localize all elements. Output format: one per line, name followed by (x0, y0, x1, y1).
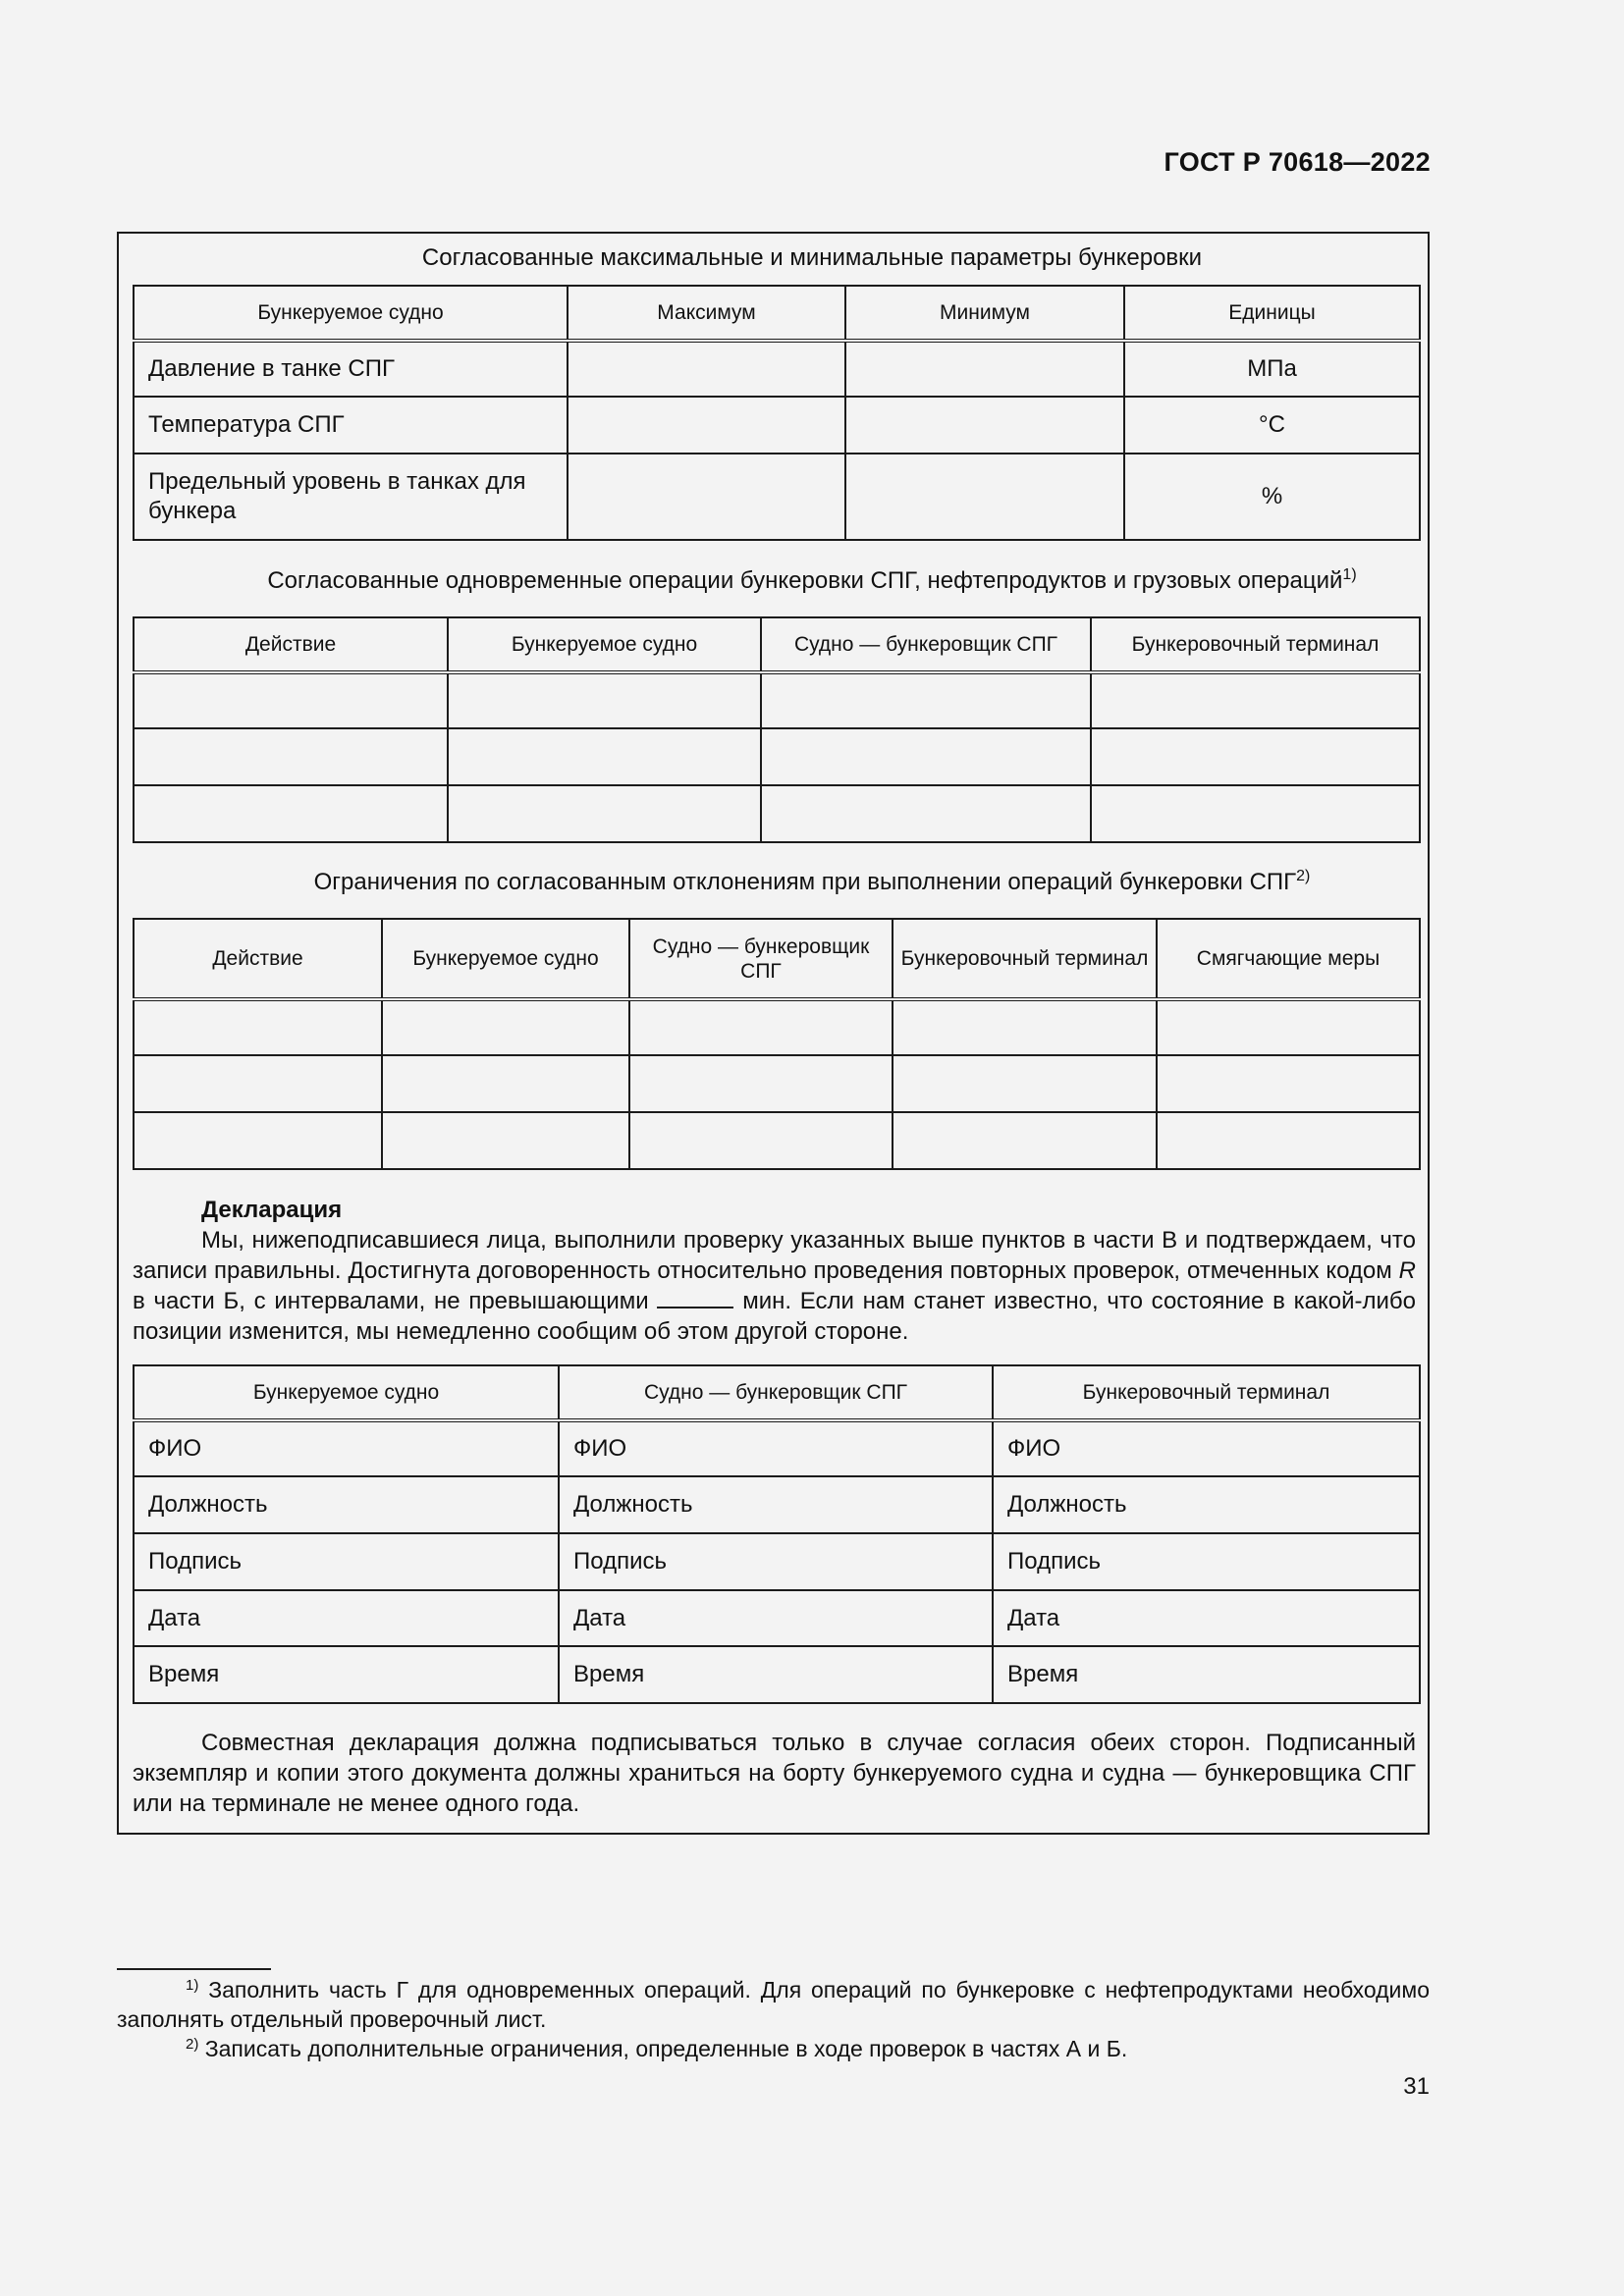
closing-note-text: Совместная декларация должна подписываться только в случае согласия обеих сторон. Подписанный экземпляр и копии этого документа должны храниться на борту бункеруемого судна и судна — бункеровщика СПГ или на терминале не менее одного года. (133, 1730, 1416, 1817)
col-header: Смягчающие меры (1157, 919, 1420, 999)
col-header: Бункеруемое судно (134, 286, 568, 341)
table-cell[interactable] (134, 999, 382, 1055)
signature-field[interactable]: Дата (559, 1590, 993, 1646)
signature-field[interactable]: Время (134, 1646, 559, 1703)
unit-cell: % (1124, 454, 1420, 540)
standard-code: ГОСТ Р 70618—2022 (1164, 147, 1431, 177)
code-letter: R (1398, 1257, 1416, 1284)
footnote-divider (117, 1968, 271, 1970)
col-header: Судно — бункеровщик СПГ (559, 1365, 993, 1420)
col-header: Бункеровочный терминал (1091, 617, 1420, 672)
table-cell[interactable] (1091, 785, 1420, 842)
param-label: Температура СПГ (134, 397, 568, 454)
footnote-1 (117, 1975, 1430, 2034)
deviation-limits-table (133, 918, 1421, 1170)
max-cell[interactable] (568, 454, 845, 540)
section1-title: Согласованные максимальные и минимальные параметры бункеровки (421, 244, 1203, 271)
col-header: Бункеруемое судно (448, 617, 761, 672)
signature-field[interactable]: Должность (993, 1476, 1420, 1533)
min-cell[interactable] (845, 454, 1124, 540)
page-number: 31 (1403, 2073, 1430, 2100)
table-cell[interactable] (134, 785, 448, 842)
simultaneous-ops-table (133, 616, 1421, 843)
col-header: Судно — бункеровщик СПГ (761, 617, 1091, 672)
signature-field[interactable]: Время (559, 1646, 993, 1703)
table-cell[interactable] (382, 1055, 629, 1112)
footnote-ref-2: 2) (1296, 868, 1311, 884)
signature-field[interactable]: Подпись (559, 1533, 993, 1590)
col-header: Действие (134, 919, 382, 999)
unit-cell: °С (1124, 397, 1420, 454)
col-header: Бункеровочный терминал (993, 1365, 1420, 1420)
section2-title (0, 566, 1624, 596)
table-cell[interactable] (1091, 672, 1420, 728)
footnote-mark: 1) (186, 1977, 199, 1994)
param-label: Предельный уровень в танках для бункера (134, 454, 568, 540)
footnote-mark: 2) (186, 2036, 199, 2053)
section3-title-text: Ограничения по согласованным отклонениям при выполнении операций бункеровки СПГ (313, 869, 1297, 895)
table-cell[interactable] (134, 1112, 382, 1169)
table-cell[interactable] (134, 1055, 382, 1112)
table-cell[interactable] (761, 672, 1091, 728)
max-cell[interactable] (568, 341, 845, 397)
section2-title-text: Согласованные одновременные операции бункеровки СПГ, нефтепродуктов и грузовых операций (267, 567, 1343, 594)
table-cell[interactable] (629, 1055, 893, 1112)
table-cell[interactable] (1157, 1055, 1420, 1112)
footnote-2 (117, 2034, 1430, 2063)
min-cell[interactable] (845, 397, 1124, 454)
col-header: Бункеруемое судно (382, 919, 629, 999)
signature-field[interactable]: Дата (993, 1590, 1420, 1646)
declaration-text-1: Мы, нижеподписавшиеся лица, выполнили проверку указанных выше пунктов в части В и подтверждаем, что записи правильны. Достигнута договоренность относительно проведения повторных проверок, отмеченных кодом (133, 1227, 1416, 1284)
table-cell[interactable] (761, 785, 1091, 842)
min-cell[interactable] (845, 341, 1124, 397)
closing-note (133, 1728, 1416, 1819)
col-header: Бункеровочный терминал (893, 919, 1157, 999)
col-header: Действие (134, 617, 448, 672)
declaration-text (133, 1225, 1416, 1347)
section3-title (0, 868, 1624, 897)
table-cell[interactable] (382, 1112, 629, 1169)
table-cell[interactable] (893, 1055, 1157, 1112)
declaration-text-2: в части Б, с интервалами, не превышающими (133, 1288, 649, 1314)
footnote-ref-1: 1) (1342, 566, 1357, 583)
parameters-table (133, 285, 1421, 541)
table-cell[interactable] (134, 672, 448, 728)
table-cell[interactable] (448, 728, 761, 785)
footnotes (117, 1975, 1430, 2063)
table-cell[interactable] (448, 785, 761, 842)
col-header: Единицы (1124, 286, 1420, 341)
col-header: Бункеруемое судно (134, 1365, 559, 1420)
col-header: Судно — бункеровщик СПГ (629, 919, 893, 999)
table-cell[interactable] (893, 999, 1157, 1055)
signature-field[interactable]: Подпись (134, 1533, 559, 1590)
signature-field[interactable]: Должность (559, 1476, 993, 1533)
table-cell[interactable] (761, 728, 1091, 785)
table-cell[interactable] (1157, 999, 1420, 1055)
declaration-text-3: мин. Если нам станет известно, что состояние в какой-либо позиции изменится, мы немедленно сообщим об этом другой стороне. (133, 1288, 1417, 1345)
table-cell[interactable] (893, 1112, 1157, 1169)
signature-field[interactable]: ФИО (134, 1420, 559, 1476)
declaration-block (133, 1195, 1416, 1347)
signature-field[interactable]: Подпись (993, 1533, 1420, 1590)
table-cell[interactable] (1157, 1112, 1420, 1169)
signature-field[interactable]: Время (993, 1646, 1420, 1703)
col-header: Минимум (845, 286, 1124, 341)
col-header: Максимум (568, 286, 845, 341)
signature-field[interactable]: Дата (134, 1590, 559, 1646)
declaration-heading: Декларация (201, 1197, 343, 1223)
max-cell[interactable] (568, 397, 845, 454)
signature-field[interactable]: ФИО (559, 1420, 993, 1476)
signatures-table (133, 1364, 1421, 1704)
table-cell[interactable] (134, 728, 448, 785)
table-cell[interactable] (382, 999, 629, 1055)
param-label: Давление в танке СПГ (134, 341, 568, 397)
table-cell[interactable] (629, 1112, 893, 1169)
unit-cell: МПа (1124, 341, 1420, 397)
footnote-text: Заполнить часть Г для одновременных операций. Для операций по бункеровке с нефтепродуктами необходимо заполнять отдельный проверочный лист. (117, 1977, 1430, 2032)
footnote-text: Записать дополнительные ограничения, определенные в ходе проверок в частях А и Б. (204, 2036, 1128, 2061)
table-cell[interactable] (448, 672, 761, 728)
table-cell[interactable] (1091, 728, 1420, 785)
signature-field[interactable]: ФИО (993, 1420, 1420, 1476)
interval-blank[interactable] (657, 1287, 733, 1308)
signature-field[interactable]: Должность (134, 1476, 559, 1533)
table-cell[interactable] (629, 999, 893, 1055)
